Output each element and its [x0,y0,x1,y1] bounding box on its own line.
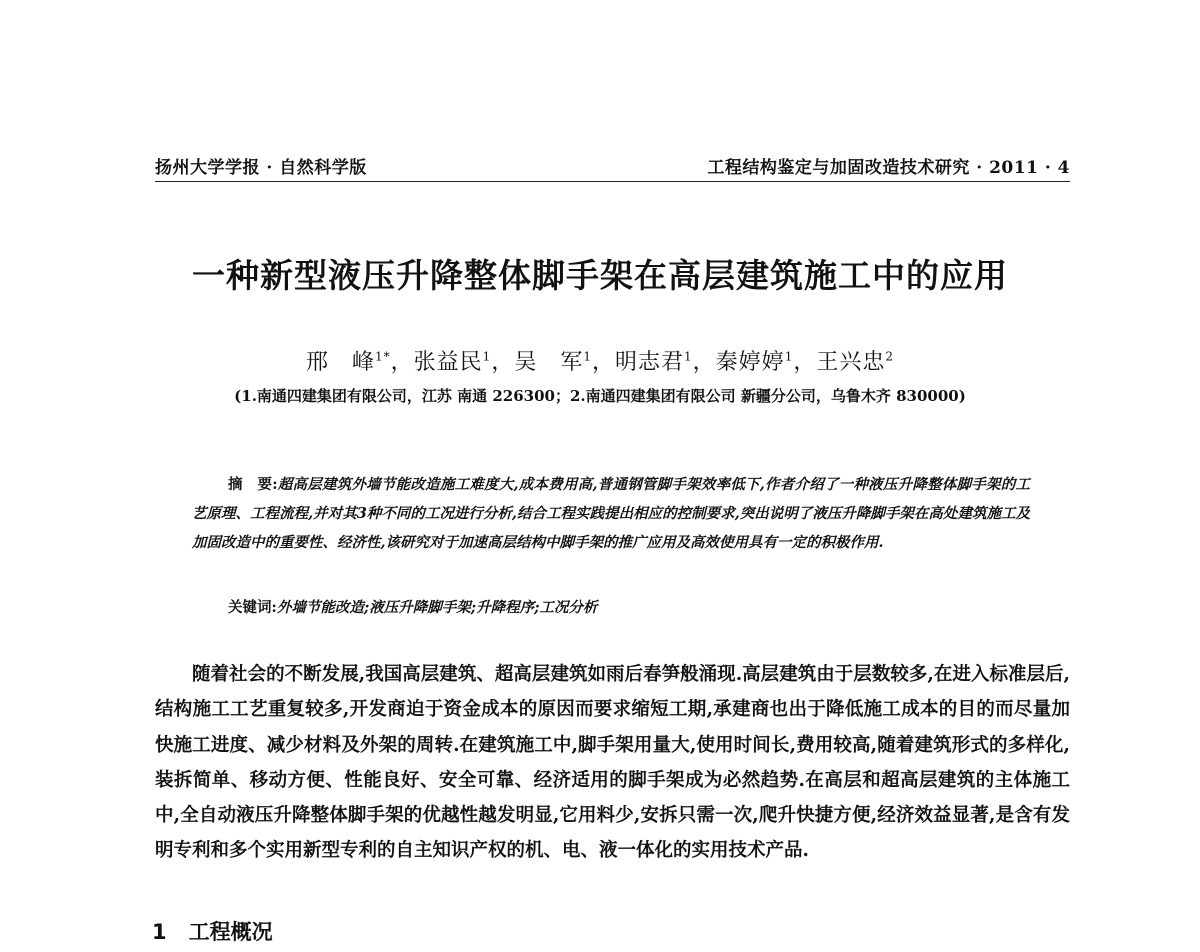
author: 邢 峰$^{1*}$ [305,349,391,375]
author: 明志君$^1$ [615,349,693,375]
author: 吴 军$^1$ [514,349,592,375]
body-paragraph: 随着社会的不断发展,我国高层建筑、超高层建筑如雨后春笋般涌现.高层建筑由于层数较多,在进入标准层后,结构施工工艺重复较多,开发商迫于资金成本的原因而要求缩短工期,承建商也出于降低施工成本的目的而尽量加快施工进度、减少材料及外架的周转.在建筑施工中,脚手架用量大,使用时间长,费用较高,随着建筑形式的多样化,装拆简单、移动方便、性能良好、安全可靠、经济适用的脚手架成为必然趋势.在高层和超高层建筑的主体施工中,全自动液压升降整体脚手架的优越性越发明显,它用料少,安拆只需一次,爬升快捷方便,经济效益显著,是含有发明专利和多个实用新型专利的自主知识产权的机、电、液一体化的实用技术产品. [155,664,1070,862]
paper-title: 一种新型液压升降整体脚手架在高层建筑施工中的应用 [192,256,1008,295]
issue-info: 工程结构鉴定与加固改造技术研究 · 2011 · 4 [707,158,1070,178]
section-heading [152,916,273,946]
abstract-text: 超高层建筑外墙节能改造施工难度大,成本费用高,普通钢管脚手架效率低下,作者介绍了一种液压升降整体脚手架的工艺原理、工程流程,并对其3种不同的工况进行分析,结合工程实践提出相应的控制要求,突出说明了液压升降脚手架在高处建筑施工及加固改造中的重要性、经济性,该研究对于加速高层结构中脚手架的推广应用及高效使用具有一定的积极作用. [192,476,1031,551]
author: 秦婷婷$^1$ [715,349,794,375]
affiliation: (1.南通四建集团有限公司，江苏 南通 226300；2.南通四建集团有限公司 新疆分公司，乌鲁木齐 830000) [234,387,966,405]
journal-name: 扬州大学学报 · 自然科学版 [155,158,367,178]
keywords-label: 关键词: [228,599,277,616]
section-number: 1 [152,920,167,944]
running-header [155,153,1070,182]
abstract-label: 摘 要: [228,476,278,493]
author: 王兴忠$^2$ [816,349,894,375]
keywords [228,596,1028,617]
keywords-text: 外墙节能改造;液压升降脚手架;升降程序;工况分析 [276,599,598,616]
section-title: 工程概况 [188,920,273,944]
author: 张益民$^1$ [413,349,492,375]
abstract [192,470,1030,557]
author-list: 邢 峰$^{1*}$，张益民$^1$，吴 军$^1$，明志君$^1$，秦婷婷$^1$，王兴忠$^2$ [305,349,894,375]
